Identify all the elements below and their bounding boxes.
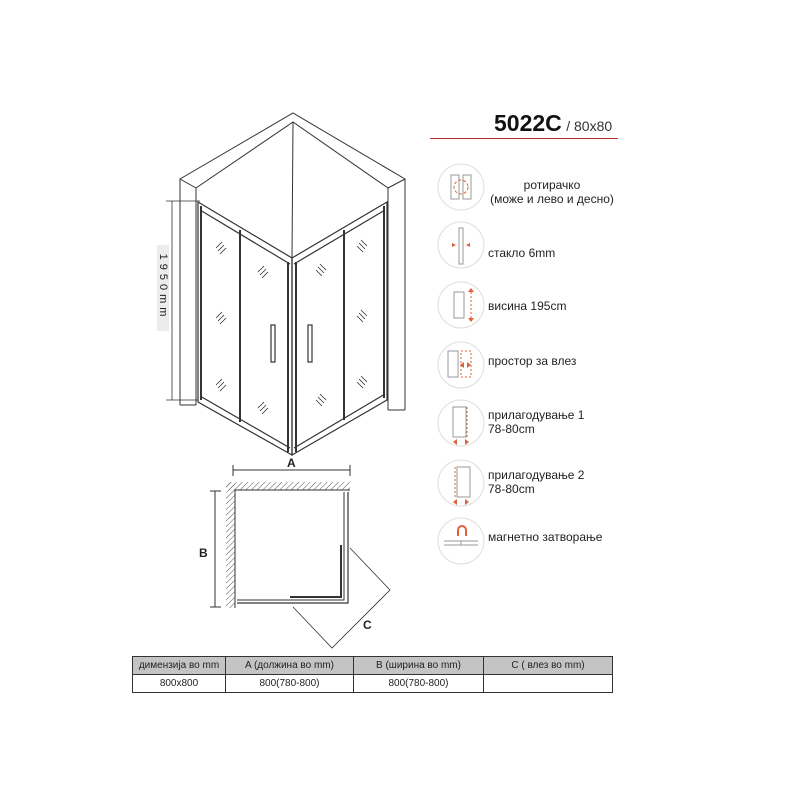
- height-dimension: [166, 201, 200, 400]
- glass-thickness-icon: [436, 220, 486, 270]
- title-divider: [430, 138, 618, 139]
- door-handle-left: [271, 325, 275, 362]
- model-number: 5022C: [494, 110, 562, 136]
- dimensions-table: [132, 656, 613, 693]
- dimension-b-label: B: [199, 546, 208, 560]
- table-header: димензија во mm: [133, 657, 226, 675]
- feature-text: прилагодување 2 78-80cm: [488, 468, 585, 496]
- magnetic-closure-icon: [436, 516, 486, 566]
- table-cell: 800(780-800): [226, 675, 354, 693]
- feature-adjustment-2: [436, 458, 626, 508]
- feature-text: висина 195cm: [488, 299, 567, 313]
- feature-text: прилагодување 1 78-80cm: [488, 408, 585, 436]
- entry-space-icon: [436, 340, 486, 390]
- table-header-row: [133, 657, 613, 675]
- feature-entry-space: [436, 340, 626, 390]
- table-cell: [484, 675, 613, 693]
- feature-text: простор за влез: [488, 354, 577, 368]
- dimension-c-label: C: [363, 618, 372, 632]
- table-header: A (должина во mm): [226, 657, 354, 675]
- adjustment-2-icon: [436, 458, 486, 508]
- table-row: [133, 675, 613, 693]
- table-cell: 800(780-800): [354, 675, 484, 693]
- height-label: [157, 245, 169, 331]
- feature-magnetic-closure: [436, 516, 626, 566]
- rotate-icon: [436, 162, 486, 212]
- dimension-a-label: A: [287, 456, 296, 470]
- height-value: 1950mm: [157, 253, 169, 321]
- feature-text: ротирачко (може и лево и десно): [490, 178, 614, 206]
- height-icon: [436, 280, 486, 330]
- door-handle-right: [308, 325, 312, 362]
- feature-text: магнетно затворање: [488, 530, 603, 544]
- table-header: B (ширина во mm): [354, 657, 484, 675]
- table-cell: 800x800: [133, 675, 226, 693]
- table-header: C ( влез во mm): [484, 657, 613, 675]
- feature-rotate: [436, 162, 626, 212]
- product-title: [494, 110, 612, 137]
- feature-height: [436, 280, 626, 330]
- model-size: / 80x80: [566, 118, 613, 134]
- feature-text: стакло 6mm: [488, 246, 556, 260]
- feature-glass: [436, 220, 626, 270]
- feature-adjustment-1: [436, 398, 626, 448]
- adjustment-1-icon: [436, 398, 486, 448]
